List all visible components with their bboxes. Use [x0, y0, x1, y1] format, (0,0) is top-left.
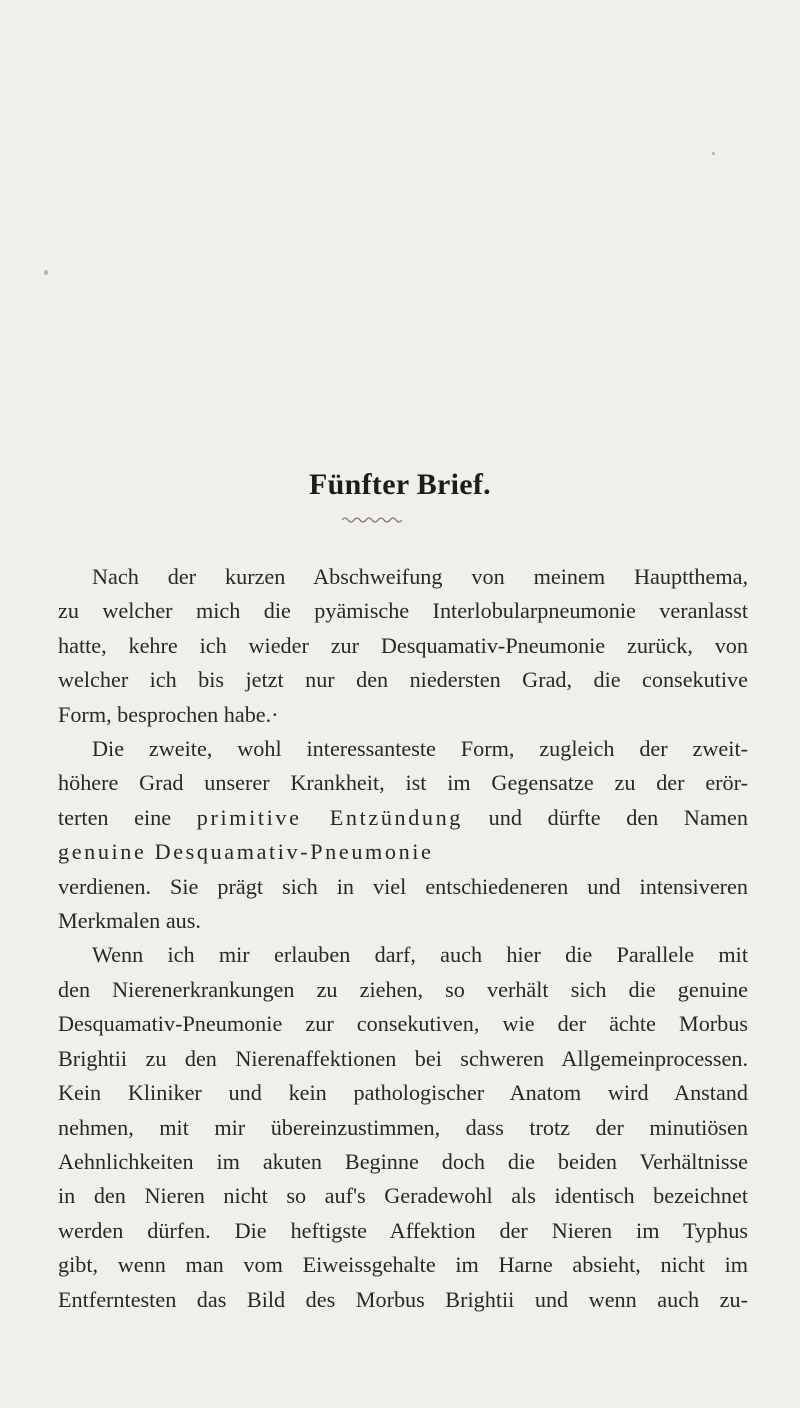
text-line: Brightii zu den Nierenaffektionen bei schweren Allgemeinprocessen.: [58, 1045, 748, 1071]
text-line: Entferntesten das Bild des Morbus Brightii und wenn auch zu-: [58, 1286, 748, 1312]
text-line: den Nierenerkrankungen zu ziehen, so verhält sich die genuine: [58, 976, 748, 1002]
paper-speck: [44, 270, 48, 275]
text-fragment: terten eine: [58, 804, 197, 830]
text-line: welcher ich bis jetzt nur den niedersten Grad, die consekutive: [58, 667, 748, 693]
text-line: in den Nieren nicht so auf's Geradewohl als identisch bezeichnet: [58, 1183, 748, 1209]
text-line: Form, besprochen habe.·: [58, 701, 279, 727]
text-line: Die zweite, wohl interessanteste Form, zugleich der zweit-: [92, 736, 748, 762]
text-line: hatte, kehre ich wieder zur Desquamativ-Pneumonie zurück, von: [58, 632, 748, 658]
text-line: verdienen. Sie prägt sich in viel entschiedeneren und intensiveren: [58, 873, 748, 899]
text-line: zu welcher mich die pyämische Interlobularpneumonie veranlasst: [58, 598, 748, 624]
text-line: gibt, wenn man vom Eiweissgehalte im Harne absieht, nicht im: [58, 1252, 748, 1278]
text-line: [58, 801, 748, 835]
paragraph-1: [58, 560, 748, 732]
text-line: Aehnlichkeiten im akuten Beginne doch die beiden Verhältnisse: [58, 1148, 748, 1174]
text-line: nehmen, mit mir übereinzustimmen, dass trotz der minutiösen: [58, 1114, 748, 1140]
text-line: Wenn ich mir erlauben darf, auch hier die Parallele mit: [92, 942, 748, 968]
text-line: höhere Grad unserer Krankheit, ist im Gegensatze zu der erör-: [58, 770, 748, 796]
text-line: Nach der kurzen Abschweifung von meinem Hauptthema,: [92, 564, 748, 589]
paragraph-3: [58, 938, 748, 1316]
spaced-emphasis: primitive Entzündung: [196, 804, 463, 830]
paper-speck: [712, 152, 715, 155]
chapter-title: Fünfter Brief.: [309, 468, 491, 501]
centered-term: genuine Desquamativ-Pneumonie: [58, 839, 434, 865]
text-line: Merkmalen aus.: [58, 908, 201, 934]
title-ornament-icon: [342, 516, 402, 524]
letter-body: [58, 560, 748, 1317]
text-line: Kein Kliniker und kein pathologischer Anatom wird Anstand: [58, 1080, 748, 1106]
text-fragment: und dürfte den Namen: [463, 804, 748, 830]
paragraph-2: [58, 732, 748, 938]
text-line: Desquamativ-Pneumonie zur consekutiven, wie der ächte Morbus: [58, 1011, 748, 1037]
text-line: werden dürfen. Die heftigste Affektion der Nieren im Typhus: [58, 1217, 748, 1243]
